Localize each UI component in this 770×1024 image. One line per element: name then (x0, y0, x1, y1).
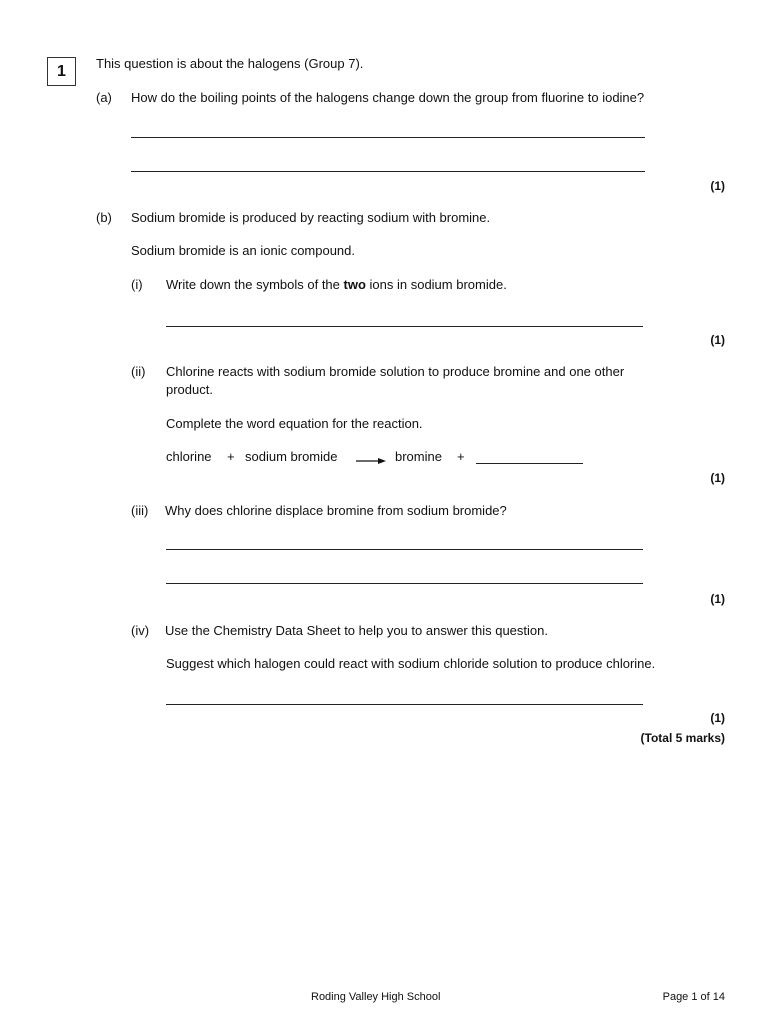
equation-plus-2: + (457, 449, 465, 464)
part-b-label: (b) (96, 210, 112, 225)
part-b-iv-text1: Use the Chemistry Data Sheet to help you to answer this question. (165, 623, 548, 638)
answer-line-b-iii-2[interactable] (166, 583, 643, 584)
equation-sodium-bromide: sodium bromide (245, 449, 338, 464)
part-b-ii-label: (ii) (131, 364, 146, 379)
part-b-text1: Sodium bromide is produced by reacting sodium with bromine. (131, 210, 491, 225)
part-b-iii-marks: (1) (710, 592, 725, 606)
question-intro: This question is about the halogens (Group 7). (96, 56, 364, 71)
question-number: 1 (47, 57, 76, 86)
part-b-iii-label: (iii) (131, 503, 149, 518)
answer-line-a1[interactable] (131, 137, 645, 138)
part-b-ii-instruction: Complete the word equation for the reaction. (166, 416, 423, 431)
footer-school: Roding Valley High School (311, 991, 441, 1003)
total-marks: (Total 5 marks) (640, 731, 725, 745)
equation-plus-1: + (227, 449, 235, 464)
reaction-arrow-icon (356, 456, 386, 466)
part-a-label: (a) (96, 90, 112, 105)
footer-page-number: Page 1 of 14 (662, 991, 725, 1003)
answer-line-b-iii-1[interactable] (166, 549, 643, 550)
part-b-ii-text-line2: product. (166, 382, 213, 397)
equation-answer-line[interactable] (476, 463, 583, 464)
part-a-marks: (1) (710, 179, 725, 193)
part-b-iv-text2: Suggest which halogen could react with sodium chloride solution to produce chlorine. (166, 656, 656, 671)
part-a-text: How do the boiling points of the halogens change down the group from fluorine to iodine? (131, 90, 645, 105)
part-b-i-marks: (1) (710, 333, 725, 347)
answer-line-b-i[interactable] (166, 326, 643, 327)
answer-line-b-iv[interactable] (166, 704, 643, 705)
equation-chlorine: chlorine (166, 449, 212, 464)
part-b-iv-marks: (1) (710, 711, 725, 725)
equation-bromine: bromine (395, 449, 442, 464)
part-b-i-text: Write down the symbols of the two ions in sodium bromide. (166, 277, 507, 292)
part-b-iii-text: Why does chlorine displace bromine from sodium bromide? (165, 503, 507, 518)
part-b-ii-text-line1: Chlorine reacts with sodium bromide solution to produce bromine and one other (166, 364, 625, 379)
part-b-i-label: (i) (131, 277, 143, 292)
answer-line-a2[interactable] (131, 171, 645, 172)
part-b-text2: Sodium bromide is an ionic compound. (131, 243, 356, 258)
part-b-ii-marks: (1) (710, 471, 725, 485)
part-b-iv-label: (iv) (131, 623, 150, 638)
